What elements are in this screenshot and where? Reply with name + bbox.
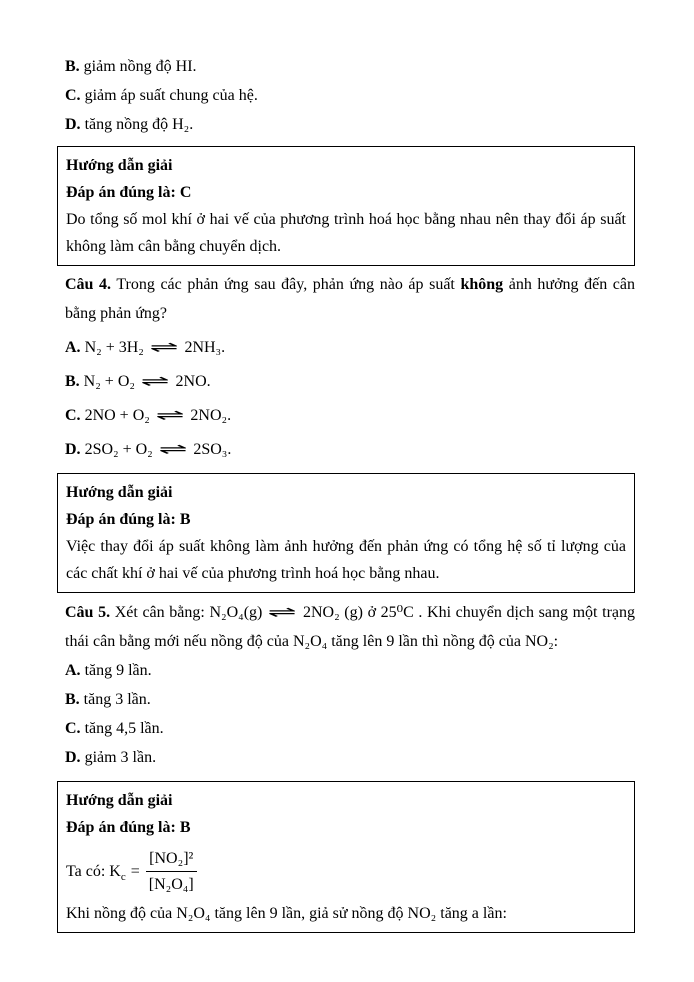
question-label: Câu 5.: [65, 604, 111, 621]
option-label: B.: [65, 58, 80, 75]
equation-right: 2NO₂.: [190, 407, 232, 424]
equation-right: 2NH₃.: [184, 339, 226, 356]
option-text: tăng nồng độ H₂.: [80, 116, 194, 133]
answer-option: [65, 52, 635, 81]
answer-option: [65, 367, 635, 396]
solution-answer: [66, 179, 626, 206]
solution-box: [57, 473, 635, 593]
option-label: C.: [65, 87, 81, 104]
solution-title-text: Hướng dẫn giải: [66, 484, 173, 501]
solution-body: Khi nồng độ của N₂O₄ tăng lên 9 lần, giả sử nồng độ NO₂ tăng a lần:: [66, 905, 507, 922]
equation-left: 2NO + O₂: [80, 407, 150, 424]
equilibrium-arrow-icon: ⇌: [149, 338, 179, 356]
option-label: A.: [65, 662, 81, 679]
option-text: tăng 4,5 lần.: [80, 720, 164, 737]
answer-option: [65, 685, 635, 714]
option-label: D.: [65, 749, 81, 766]
solution-answer: [66, 814, 626, 841]
answer-option: [65, 110, 635, 139]
formula-intro-text: Ta có: K: [66, 862, 121, 880]
fraction: [146, 847, 197, 896]
option-label: D.: [65, 116, 81, 133]
question-text-part: ảnh hưởng đến cân bằng phản ứng?: [65, 276, 635, 322]
question-bold-word: không: [460, 276, 504, 293]
solution-box: [57, 781, 635, 933]
answer-option: [65, 435, 635, 464]
equation-left: N₂ + O₂: [79, 373, 135, 390]
question-text: [65, 270, 635, 328]
option-text: tăng 3 lần.: [79, 691, 151, 708]
option-label: B.: [65, 373, 80, 390]
kc-formula: [66, 847, 626, 896]
answer-option: [65, 656, 635, 685]
formula-subscript: c: [120, 870, 126, 883]
formula-intro: [66, 860, 140, 884]
fraction-numerator: [NO₂]²: [146, 847, 197, 872]
fraction-denominator: [N₂O₄]: [148, 876, 194, 893]
answer-option: [65, 333, 635, 362]
question-text-part: Xét cân bằng: N₂O₄(g): [110, 604, 263, 621]
solution-body: Do tổng số mol khí ở hai vế của phương trình hoá học bằng nhau nên thay đổi áp suất không làm cân bằng chuyển dịch.: [66, 211, 626, 255]
question-text-part: 2NO₂ (g) ở 25⁰C . Khi chuyển dịch sang một trạng thái cân bằng mới nếu nồng độ của N₂O₄ tăng lên 9 lần thì nồng độ của NO₂:: [65, 604, 636, 650]
answer-option: [65, 743, 635, 772]
equation-right: 2NO.: [175, 373, 211, 390]
option-text: giảm 3 lần.: [80, 749, 157, 766]
option-label: B.: [65, 691, 80, 708]
equation-right: 2SO₃.: [193, 441, 232, 458]
solution-answer-text: Đáp án đúng là: B: [66, 511, 191, 528]
answer-option: [65, 81, 635, 110]
option-label: C.: [65, 720, 81, 737]
option-text: giảm áp suất chung của hệ.: [80, 87, 258, 104]
solution-body: Việc thay đổi áp suất không làm ảnh hưởng đến phản ứng có tổng hệ số tỉ lượng của các chất khí ở hai vế của phương trình hoá học bằng nhau.: [66, 538, 626, 582]
option-text: tăng 9 lần.: [80, 662, 152, 679]
option-label: D.: [65, 441, 81, 458]
solution-title: [66, 479, 626, 506]
option-label: A.: [65, 339, 81, 356]
solution-answer-text: Đáp án đúng là: C: [66, 184, 192, 201]
equilibrium-arrow-icon: ⇌: [268, 603, 298, 621]
question-label: Câu 4.: [65, 276, 112, 293]
solution-title: [66, 787, 626, 814]
question-text: [65, 598, 635, 656]
answer-option: [65, 714, 635, 743]
equation-left: 2SO₂ + O₂: [80, 441, 153, 458]
solution-title-text: Hướng dẫn giải: [66, 157, 173, 174]
equilibrium-arrow-icon: ⇌: [140, 372, 170, 390]
option-label: C.: [65, 407, 81, 424]
solution-answer-text: Đáp án đúng là: B: [66, 819, 191, 836]
answer-option: [65, 401, 635, 430]
solution-title: [66, 152, 626, 179]
option-text: giảm nồng độ HI.: [79, 58, 197, 75]
equation-left: N₂ + 3H₂: [80, 339, 144, 356]
question-text-part: Trong các phản ứng sau đây, phản ứng nào áp suất: [111, 276, 461, 293]
equilibrium-arrow-icon: ⇌: [155, 406, 185, 424]
equilibrium-arrow-icon: ⇌: [158, 440, 188, 458]
solution-box: [57, 146, 635, 266]
solution-answer: [66, 506, 626, 533]
equals-sign: =: [130, 862, 140, 880]
solution-title-text: Hướng dẫn giải: [66, 792, 173, 809]
